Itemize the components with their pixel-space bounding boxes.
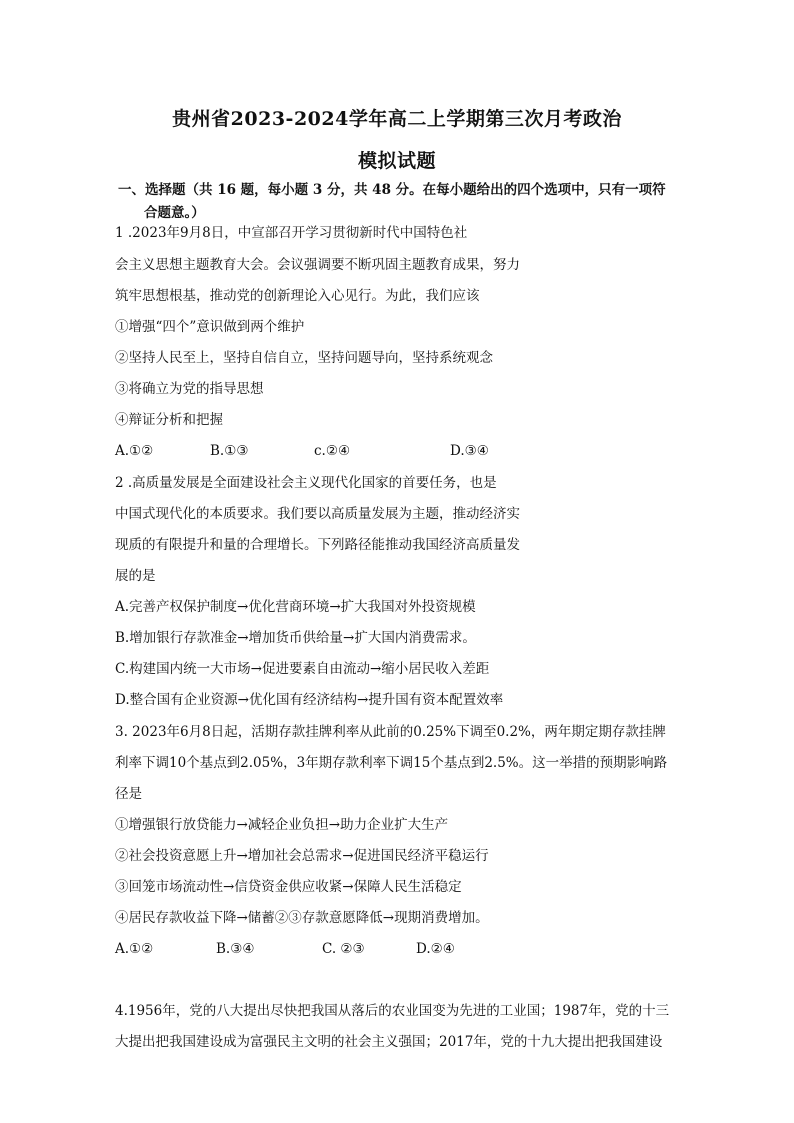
q3-option-d: D.②④: [416, 941, 455, 957]
q2-option-a: A.完善产权保护制度→优化营商环境→扩大我国对外投资规模: [115, 599, 476, 615]
q4-stem-line-1: 4.1956年，党的八大提出尽快把我国从落后的农业国变为先进的工业国；1987年，党的十三: [115, 1003, 670, 1019]
q2-stem-line-2: 中国式现代化的本质要求。我们要以高质量发展为主题，推动经济实: [115, 506, 520, 522]
q2-stem-line-4: 展的是: [115, 568, 156, 584]
q3-option-b: B.③④: [216, 941, 255, 957]
q2-stem-line-3: 现质的有限提升和量的合理增长。下列路径能推动我国经济高质量发: [115, 537, 520, 553]
q1-stem-line-2: 会主义思想主题教育大会。会议强调要不断巩固主题教育成果，努力: [115, 257, 520, 273]
document-subtitle: 模拟试题: [357, 150, 436, 172]
q1-item-2: ②坚持人民至上，坚持自信自立，坚持问题导向，坚持系统观念: [115, 350, 493, 366]
q3-option-c: C. ②③: [322, 941, 365, 957]
q4-stem-line-2: 大提出把我国建设成为富强民主文明的社会主义强国；2017年，党的十九大提出把我国建设: [115, 1034, 663, 1050]
section-heading-line-2: 合题意。）: [144, 205, 205, 221]
q3-item-2: ②社会投资意愿上升→增加社会总需求→促进国民经济平稳运行: [115, 848, 489, 864]
q3-item-1: ①增强银行放贷能力→减轻企业负担→助力企业扩大生产: [115, 817, 449, 833]
q3-stem-line-3: 径是: [115, 786, 142, 802]
q1-option-c: c.②④: [314, 443, 351, 459]
q1-option-b: B.①③: [210, 443, 249, 459]
q3-stem-line-2: 利率下调10个基点到2.05%，3年期存款利率下调15个基点到2.5%。这一举措的预期影响路: [115, 755, 668, 771]
q1-option-a: A.①②: [115, 443, 154, 459]
q1-stem-line-3: 筑牢思想根基，推动党的创新理论入心见行。为此，我们应该: [115, 288, 480, 304]
document-title: 贵州省2023-2024学年高二上学期第三次月考政治: [172, 108, 622, 130]
q1-item-4: ④辩证分析和把握: [115, 412, 223, 428]
q3-option-a: A.①②: [115, 941, 154, 957]
section-heading: [118, 179, 683, 225]
q3-item-3: ③回笼市场流动性→信贷资金供应收紧→保障人民生活稳定: [115, 879, 462, 895]
q1-item-3: ③将确立为党的指导思想: [115, 381, 264, 397]
q1-option-d: D.③④: [450, 443, 489, 459]
q2-option-b: B.增加银行存款准金→增加货币供给量→扩大国内消费需求。: [115, 630, 476, 646]
q3-item-4: ④居民存款收益下降→储蓄②③存款意愿降低→现期消费增加。: [115, 910, 489, 926]
q2-stem-line-1: 2 .高质量发展是全面建设社会主义现代化国家的首要任务，也是: [115, 475, 497, 491]
q1-item-1: ①增强“四个”意识做到两个维护: [115, 319, 305, 335]
q3-stem-line-1: 3. 2023年6月8日起，活期存款挂牌利率从此前的0.25%下调至0.2%，两年期定期存款挂牌: [115, 724, 666, 740]
q2-option-d: D.整合国有企业资源→优化国有经济结构→提升国有资本配置效率: [115, 692, 504, 708]
q1-options: [115, 441, 685, 461]
q3-options: [115, 939, 685, 959]
q2-option-c: C.构建国内统一大市场→促进要素自由流动→缩小居民收入差距: [115, 661, 490, 677]
section-heading-line-1: 一、选择题（共 16 题，每小题 3 分，共 48 分。在每小题给出的四个选项中，只有一项符: [118, 182, 666, 198]
q1-stem-line-1: 1 .2023年9月8日，中宣部召开学习贯彻新时代中国特色社: [115, 225, 468, 241]
